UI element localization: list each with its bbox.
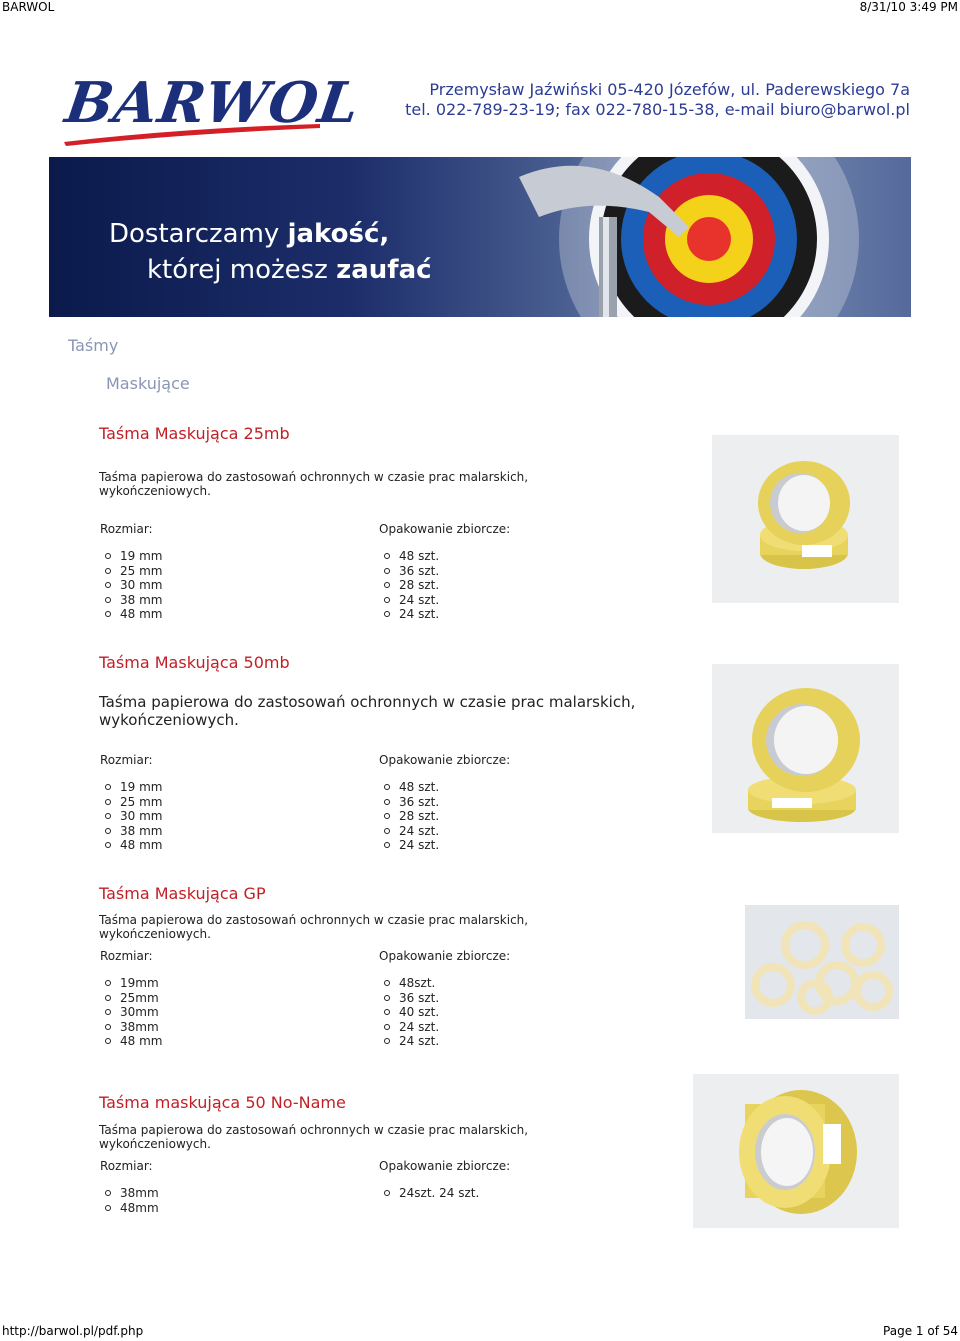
size-item: 30mm: [99, 1005, 162, 1020]
product-photo-tape-no-name[interactable]: [693, 1074, 899, 1228]
size-item: 38 mm: [99, 593, 162, 608]
company-contact: [405, 80, 910, 120]
size-list: [99, 976, 162, 1049]
size-label: Rozmiar:: [100, 753, 153, 767]
product-title[interactable]: Taśma Maskująca 50mb: [99, 653, 290, 672]
product-description: Taśma papierowa do zastosowań ochronnych w czasie prac malarskich, wykończeniowych.: [99, 1123, 529, 1151]
size-item: 38 mm: [99, 824, 162, 839]
size-item: 48mm: [99, 1201, 159, 1216]
size-item: 48 mm: [99, 607, 162, 622]
size-item: 25 mm: [99, 564, 162, 579]
banner-line-2: której możesz zaufać: [147, 255, 432, 285]
pack-list: [378, 549, 439, 622]
logo-swoosh-icon: [62, 118, 324, 148]
size-label: Rozmiar:: [100, 949, 153, 963]
pack-item: 36 szt.: [378, 795, 439, 810]
pack-item: 24 szt.: [378, 1020, 439, 1035]
size-item: 38mm: [99, 1186, 159, 1201]
print-footer: [2, 1324, 958, 1338]
size-item: 48 mm: [99, 838, 162, 853]
pack-item: 24 szt.: [378, 607, 439, 622]
pack-item: 28 szt.: [378, 578, 439, 593]
size-item: 19 mm: [99, 549, 162, 564]
print-header: [2, 0, 958, 14]
size-label: Rozmiar:: [100, 1159, 153, 1173]
pack-item: 36 szt.: [378, 991, 439, 1006]
logo-wordmark: BARWOL: [61, 70, 364, 136]
product-title[interactable]: Taśma Maskująca 25mb: [99, 424, 290, 443]
size-item: 19 mm: [99, 780, 162, 795]
size-item: 19mm: [99, 976, 162, 991]
size-item: 25mm: [99, 991, 162, 1006]
pack-item: 48szt.: [378, 976, 439, 991]
pack-item: 24 szt.: [378, 824, 439, 839]
print-footer-url[interactable]: http://barwol.pl/pdf.php: [2, 1324, 144, 1338]
pack-label: Opakowanie zbiorcze:: [379, 1159, 511, 1173]
contact-address: Przemysław Jaźwiński 05-420 Józefów, ul. Paderewskiego 7a: [429, 80, 910, 99]
size-item: 38mm: [99, 1020, 162, 1035]
product-description: Taśma papierowa do zastosowań ochronnych w czasie prac malarskich, wykończeniowych.: [99, 470, 529, 498]
product-title[interactable]: Taśma maskująca 50 No-Name: [99, 1093, 346, 1112]
size-item: 48 mm: [99, 1034, 162, 1049]
product-description: Taśma papierowa do zastosowań ochronnych w czasie prac malarskich, wykończeniowych.: [99, 693, 636, 729]
pack-label: Opakowanie zbiorcze:: [379, 949, 511, 963]
size-item: 30 mm: [99, 578, 162, 593]
pack-item: 24 szt.: [378, 593, 439, 608]
tape-rolls-icon: [745, 905, 899, 1019]
tape-roll-icon: [712, 664, 899, 833]
pack-item: 48 szt.: [378, 780, 439, 795]
barwol-logo[interactable]: [61, 70, 364, 150]
product-photo-tape-25mb[interactable]: [712, 435, 899, 603]
pack-list: [378, 780, 439, 853]
pack-list: [378, 976, 439, 1049]
banner-line-1: Dostarczamy jakość,: [109, 219, 390, 249]
print-header-datetime: 8/31/10 3:49 PM: [859, 0, 958, 14]
product-photo-tape-gp[interactable]: [745, 905, 899, 1019]
size-label: Rozmiar:: [100, 522, 153, 536]
product-photo-tape-50mb[interactable]: [712, 664, 899, 833]
size-list: [99, 549, 162, 622]
size-list: [99, 1186, 159, 1215]
pack-item: 40 szt.: [378, 1005, 439, 1020]
pack-item: 24szt. 24 szt.: [378, 1186, 479, 1201]
product-description: Taśma papierowa do zastosowań ochronnych w czasie prac malarskich, wykończeniowych.: [99, 913, 529, 941]
pack-label: Opakowanie zbiorcze:: [379, 753, 511, 767]
hero-banner: [49, 157, 911, 317]
product-title[interactable]: Taśma Maskująca GP: [99, 884, 266, 903]
pack-item: 24 szt.: [378, 1034, 439, 1049]
pack-item: 48 szt.: [378, 549, 439, 564]
pack-item: 36 szt.: [378, 564, 439, 579]
pack-item: 24 szt.: [378, 838, 439, 853]
pack-item: 28 szt.: [378, 809, 439, 824]
size-item: 25 mm: [99, 795, 162, 810]
pack-list: [378, 1186, 479, 1201]
category-heading[interactable]: Taśmy: [68, 336, 119, 355]
tape-roll-icon: [693, 1074, 899, 1228]
tape-roll-icon: [712, 435, 899, 603]
pack-label: Opakowanie zbiorcze:: [379, 522, 511, 536]
print-header-title: BARWOL: [2, 0, 55, 14]
print-footer-page: Page 1 of 54: [883, 1324, 958, 1338]
size-item: 30 mm: [99, 809, 162, 824]
hammer-target-icon: [479, 157, 911, 317]
size-list: [99, 780, 162, 853]
subcategory-heading[interactable]: Maskujące: [106, 374, 190, 393]
contact-phone-email: tel. 022-789-23-19; fax 022-780-15-38, e-mail biuro@barwol.pl: [405, 100, 910, 119]
